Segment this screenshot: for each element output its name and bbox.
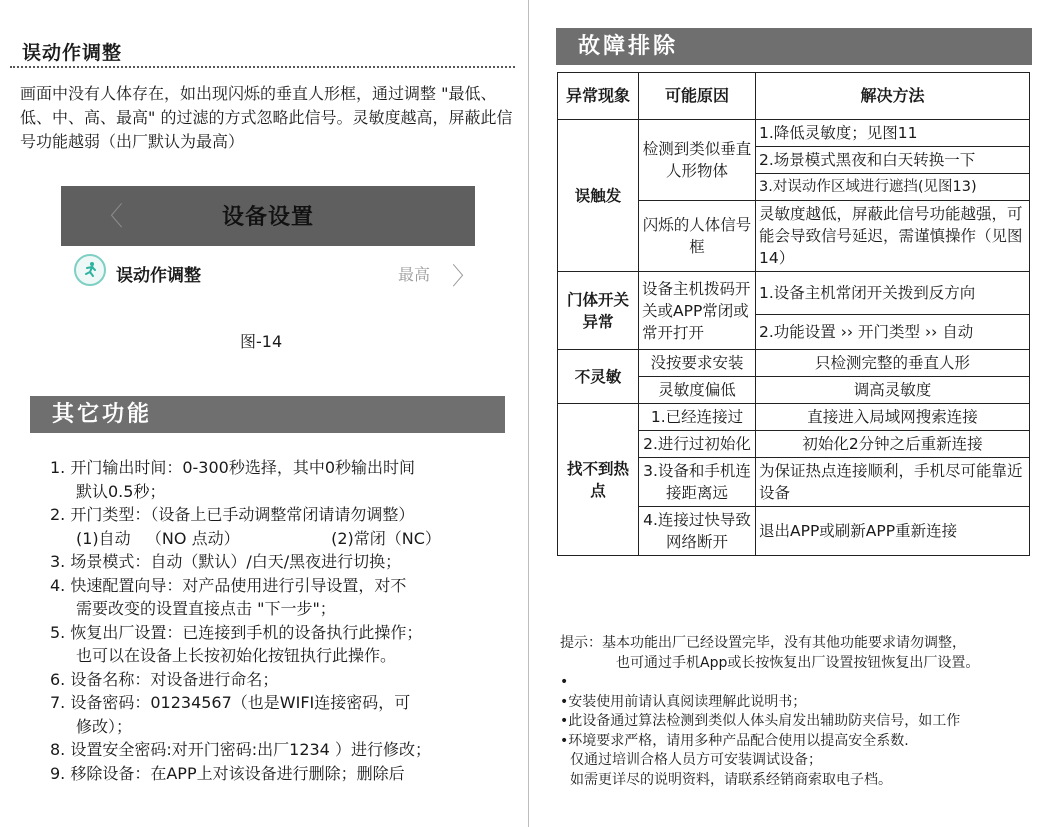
cause-cell: 2.进行过初始化 xyxy=(639,431,756,458)
solution-cell: 调高灵敏度 xyxy=(756,377,1030,404)
table-header-row xyxy=(558,73,1030,120)
settings-row-misfire-label[interactable]: 误动作调整 xyxy=(116,266,201,286)
page-divider xyxy=(528,0,529,827)
note-line: 仅通过培训合格人员方可安装调试设备； xyxy=(570,752,822,768)
cause-cell: 灵敏度偏低 xyxy=(639,377,756,404)
solution-cell: 2.场景模式黑夜和白天转换一下 xyxy=(756,147,1030,174)
list-item: 需要改变的设置直接点击 "下一步"； xyxy=(76,599,336,618)
other-functions-list xyxy=(50,456,520,785)
note-line: • xyxy=(560,674,569,690)
list-item: 也可以在设备上长按初始化按钮执行此操作。 xyxy=(76,646,397,665)
section-title-troubleshooting: 故障排除 xyxy=(556,28,1032,65)
misfire-description: 画面中没有人体存在，如出现闪烁的垂直人形框，通过调整 "最低、低、中、高、最高" 的过滤的方式忽略此信号。灵敏度越高，屏蔽此信号功能越弱（出厂默认为最高） xyxy=(20,84,513,151)
solution-cell: 直接进入局域网搜索连接 xyxy=(756,404,1030,431)
cause-cell: 检测到类似垂直人形物体 xyxy=(639,120,756,201)
list-item: 默认0.5秒； xyxy=(76,481,166,501)
list-item: 3. 场景模式：自动（默认）/白天/黑夜进行切换； xyxy=(50,552,402,571)
symptom-cell: 找不到热点 xyxy=(558,404,639,556)
table-row xyxy=(558,272,1030,315)
cause-cell: 没按要求安装 xyxy=(639,350,756,377)
cause-cell: 闪烁的人体信号框 xyxy=(639,201,756,272)
solution-cell: 灵敏度越低，屏蔽此信号功能越强，可能会导致信号延迟，需谨慎操作（见图14） xyxy=(756,201,1030,272)
list-item: 1. 开门输出时间：0-300秒选择，其中0秒输出时间 xyxy=(50,458,416,477)
notes-section xyxy=(560,634,1030,790)
note-line: 如需更详尽的说明资料，请联系经销商索取电子档。 xyxy=(570,771,892,788)
note-line: 提示：基本功能出厂已经设置完毕，没有其他功能要求请勿调整， xyxy=(560,635,966,651)
symptom-cell: 不灵敏 xyxy=(558,350,639,404)
list-item: 5. 恢复出厂设置：已连接到手机的设备执行此操作； xyxy=(50,622,423,642)
list-item: 4. 快速配置向导：对产品使用进行引导设置，对不 xyxy=(50,575,407,595)
table-row xyxy=(558,404,1030,431)
dotted-divider xyxy=(10,66,515,68)
section-title-misfire: 误动作调整 xyxy=(22,42,123,64)
note-line: •环境要求严格，请用多种产品配合使用以提高安全系数. xyxy=(560,732,909,749)
symptom-cell: 门体开关异常 xyxy=(558,272,639,350)
list-item: 2. 开门类型：（设备上已手动调整常闭请请勿调整） xyxy=(50,505,415,524)
chevron-right-icon[interactable]: 〉 xyxy=(452,262,476,290)
solution-cell: 只检测完整的垂直人形 xyxy=(756,350,1030,377)
list-item: 修改）； xyxy=(76,716,133,736)
solution-cell: 2.功能设置 ›› 开门类型 ›› 自动 xyxy=(756,315,1030,350)
solution-cell: 1.设备主机常闭开关拨到反方向 xyxy=(756,272,1030,315)
figure-caption: 图-14 xyxy=(240,332,283,351)
list-item: 8. 设置安全密码:对开门密码:出厂1234 ）进行修改； xyxy=(50,740,431,759)
note-line: 也可通过手机App或长按恢复出厂设置按钮恢复出厂设置。 xyxy=(616,654,980,671)
note-line: •安装使用前请认真阅读理解此说明书； xyxy=(560,693,807,710)
section-title-other-functions: 其它功能 xyxy=(30,396,505,433)
solution-cell: 3.对误动作区域进行遮挡(见图13) xyxy=(756,174,1030,201)
list-item: (1)自动 （NO 点动） (2)常闭（NC） xyxy=(76,528,441,548)
back-chevron-icon[interactable]: 〈 xyxy=(97,202,124,232)
running-person-icon xyxy=(74,254,106,286)
list-item: 7. 设备密码：01234567（也是WIFI连接密码，可 xyxy=(50,693,411,712)
solution-cell: 1.降低灵敏度；见图11 xyxy=(756,120,1030,147)
troubleshooting-table xyxy=(557,72,1030,556)
solution-cell: 退出APP或刷新APP重新连接 xyxy=(756,507,1030,556)
cause-cell: 3.设备和手机连接距离远 xyxy=(639,458,756,507)
table-row xyxy=(558,350,1030,377)
symptom-cell: 误触发 xyxy=(558,120,639,272)
phone-header-bar xyxy=(61,186,475,246)
cause-cell: 4.连接过快导致网络断开 xyxy=(639,507,756,556)
table-row xyxy=(558,120,1030,147)
phone-screen-title: 设备设置 xyxy=(221,205,314,230)
note-line: •此设备通过算法检测到类似人体头肩发出辅助防夹信号，如工作 xyxy=(560,713,961,729)
solution-cell: 为保证热点连接顺利，手机尽可能靠近设备 xyxy=(756,458,1030,507)
solution-cell: 初始化2分钟之后重新连接 xyxy=(756,431,1030,458)
cause-cell: 1.已经连接过 xyxy=(639,404,756,431)
list-item: 6. 设备名称：对设备进行命名； xyxy=(50,669,279,689)
cause-cell: 设备主机拨码开关或APP常闭或常开打开 xyxy=(639,272,756,350)
header-solution: 解决方法 xyxy=(756,73,1030,120)
list-item: 9. 移除设备：在APP上对该设备进行删除；删除后 xyxy=(50,763,405,783)
settings-row-misfire-value: 最高 xyxy=(398,265,431,284)
header-symptom: 异常现象 xyxy=(558,73,639,120)
header-cause: 可能原因 xyxy=(639,73,756,120)
